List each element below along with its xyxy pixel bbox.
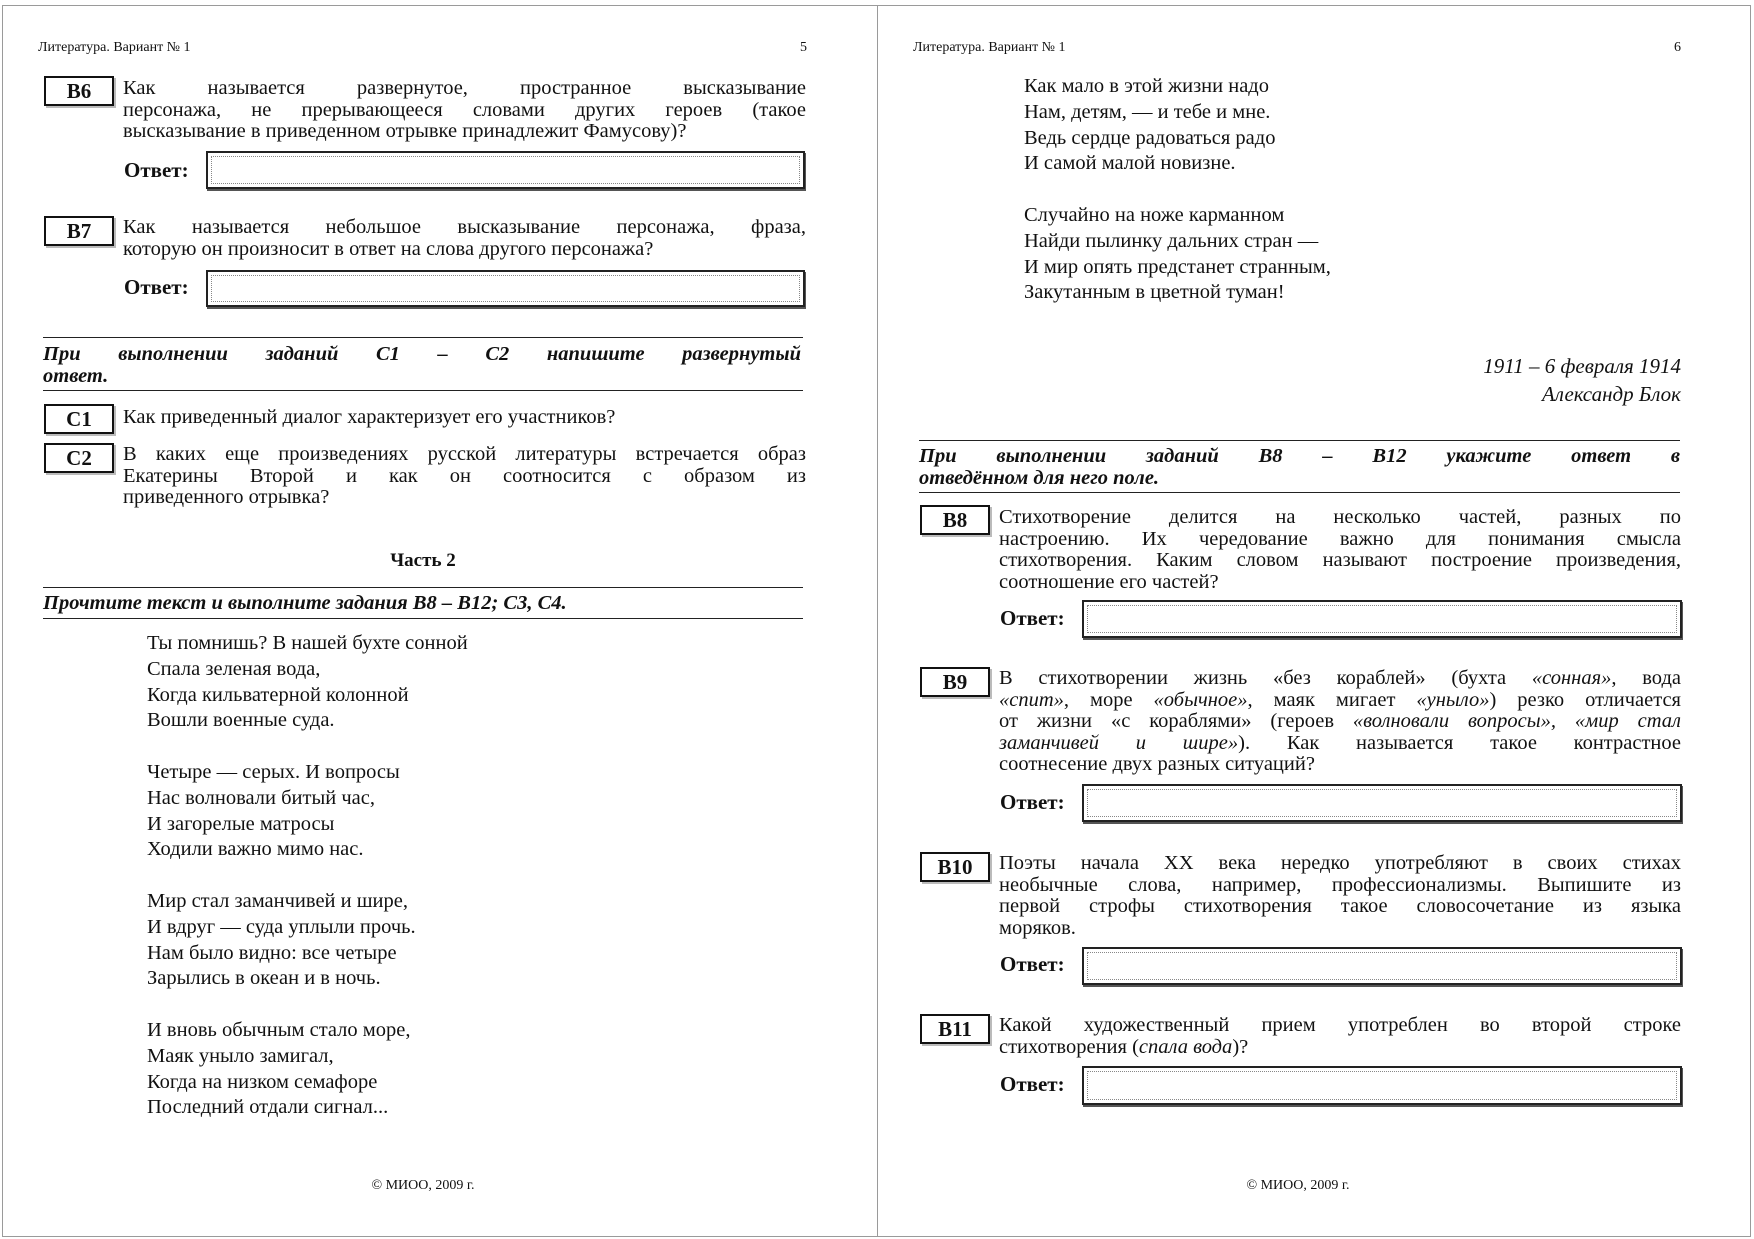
answer-label: Ответ: (1000, 790, 1065, 814)
answer-field-b8[interactable] (1082, 600, 1682, 638)
question-text-b9 (999, 668, 1681, 776)
italic-quote: «уныло» (1416, 688, 1490, 711)
text-line (999, 507, 1681, 529)
page-header: Литература. Вариант № 1 (913, 40, 1066, 55)
text-segment: Как приведенный диалог характеризует его участников? (123, 406, 616, 428)
text-line (123, 466, 806, 488)
poem-line: Ходили важно мимо нас. (147, 838, 364, 861)
answer-label: Ответ: (1000, 606, 1065, 630)
answer-label: Ответ: (1000, 952, 1065, 976)
divider (43, 618, 803, 619)
poem-stanza (147, 760, 468, 863)
text-line (999, 572, 1681, 594)
text-segment: соотнесение двух разных ситуаций? (999, 753, 1315, 775)
poem-date: 1911 – 6 февраля 1914 (1483, 354, 1681, 378)
divider (43, 390, 803, 391)
poem-line: Когда на низком семафоре (147, 1070, 378, 1093)
text-line (999, 896, 1681, 918)
text-segment: моряков. (999, 916, 1076, 939)
text-segment: приведенного отрывка? (123, 486, 330, 508)
text-line (123, 217, 806, 239)
page-number: 6 (1674, 40, 1681, 55)
question-label-c2: C2 (44, 443, 114, 473)
text-line (999, 733, 1681, 755)
answer-label: Ответ: (124, 158, 189, 182)
text-line (123, 239, 806, 261)
poem-line: Случайно на ноже карманном (1024, 203, 1285, 226)
part-title: Часть 2 (390, 550, 456, 571)
poem-line: Нас волновали битый час, (147, 786, 375, 809)
text-line (123, 121, 806, 143)
question-text-c1 (123, 407, 806, 429)
text-line (999, 853, 1681, 875)
text-segment: )? (1232, 1035, 1249, 1058)
text-segment: Поэты начала XX века нередко употребляют в своих стихах (999, 852, 1681, 874)
text-line (999, 690, 1681, 712)
text-segment: Стихотворение делится на несколько частей, разных по (999, 506, 1681, 528)
answer-field-b9[interactable] (1082, 784, 1682, 822)
poem-line: Маяк уныло замигал, (147, 1044, 334, 1067)
instruction-c1-c2 (43, 343, 801, 387)
question-text-b11 (999, 1015, 1681, 1058)
question-label-b10: B10 (920, 852, 990, 882)
instruction-line: При выполнении заданий С1 – С2 напишите развернутый (43, 343, 801, 365)
text-segment: ) резко отличается (1489, 688, 1681, 711)
text-line (999, 668, 1681, 690)
text-segment: , маяк мигает (1247, 688, 1417, 711)
page-header: Литература. Вариант № 1 (38, 40, 191, 55)
poem-stanza (147, 1018, 468, 1121)
answer-field-b11[interactable] (1082, 1066, 1682, 1105)
poem-line: Нам, детям, — и тебе и мне. (1024, 100, 1271, 123)
poem-left (147, 631, 468, 1147)
question-text-b7 (123, 217, 806, 260)
text-line (123, 100, 806, 122)
instruction-part2: Прочтите текст и выполните задания В8 – В12; С3, С4. (43, 592, 567, 614)
poem-line: Четыре — серых. И вопросы (147, 760, 400, 783)
text-segment: от жизни «с кораблями» (героев (999, 710, 1353, 732)
answer-label: Ответ: (1000, 1072, 1065, 1096)
page-footer: © МИОО, 2009 г. (371, 1178, 475, 1193)
question-label-b6: B6 (44, 76, 114, 106)
question-label-c1: C1 (44, 404, 114, 434)
question-text-c2 (123, 444, 806, 509)
text-segment: которую он произносит в ответ на слова другого персонажа? (123, 237, 654, 260)
question-text-b8 (999, 507, 1681, 593)
page-footer: © МИОО, 2009 г. (1246, 1178, 1350, 1193)
poem-line: Вошли военные суда. (147, 709, 335, 732)
poem-line: Мир стал заманчивей и шире, (147, 889, 408, 912)
text-segment: , море (1063, 688, 1154, 711)
text-segment: Какой художественный прием употреблен во второй строке (999, 1014, 1681, 1036)
text-line (999, 918, 1681, 940)
poem-line: И вдруг — суда уплыли прочь. (147, 915, 416, 938)
text-segment: Как называется небольшое высказывание персонажа, фраза, (123, 216, 806, 238)
poem-line: Спала зеленая вода, (147, 657, 321, 680)
divider (43, 587, 803, 588)
text-line (123, 444, 806, 466)
poem-line: Ведь сердце радоваться радо (1024, 126, 1276, 149)
poem-line: Как мало в этой жизни надо (1024, 75, 1269, 97)
poem-line: Когда кильватерной колонной (147, 683, 409, 706)
poem-stanza (147, 631, 468, 734)
text-segment: соотношение его частей? (999, 570, 1219, 593)
poem-stanza (147, 889, 468, 992)
text-segment: Екатерины Второй и как он соотносится с образом из (123, 464, 806, 487)
question-text-b10 (999, 853, 1681, 939)
instruction-line: При выполнении заданий В8 – В12 укажите ответ в (919, 445, 1680, 467)
divider (919, 440, 1680, 441)
text-line (999, 754, 1681, 776)
text-segment: В каких еще произведениях русской литературы встречается образ (123, 443, 806, 465)
poem-line: И вновь обычным стало море, (147, 1018, 411, 1041)
text-segment: ). Как называется такое контрастное (1238, 731, 1681, 754)
instruction-line: отведённом для него поле. (919, 467, 1160, 489)
answer-field-b7[interactable] (206, 270, 805, 307)
question-label-b11: B11 (920, 1014, 990, 1044)
question-label-b9: B9 (920, 667, 990, 697)
text-segment: настроению. Их чередование важно для понимания смысла (999, 527, 1681, 550)
instruction-line: ответ. (43, 365, 109, 387)
italic-quote: спала вода (1138, 1035, 1233, 1058)
text-line (123, 407, 806, 429)
text-segment: В стихотворении жизнь «без кораблей» (бухта (999, 667, 1532, 689)
text-line (999, 1015, 1681, 1037)
question-label-b8: B8 (920, 505, 990, 535)
poem-line: Последний отдали сигнал... (147, 1096, 389, 1119)
question-label-b7: B7 (44, 216, 114, 246)
italic-quote: «обычное» (1153, 688, 1248, 711)
page-number: 5 (800, 40, 807, 55)
question-text-b6 (123, 78, 806, 143)
answer-field-b10[interactable] (1082, 947, 1682, 985)
text-line (999, 711, 1681, 733)
italic-quote: «спит» (999, 688, 1064, 711)
poem-line: Нам было видно: все четыре (147, 941, 397, 964)
poem-line: Зарылись в океан и в ночь. (147, 967, 381, 990)
text-line (999, 529, 1681, 551)
text-line (123, 78, 806, 100)
poem-stanza (1024, 74, 1331, 177)
text-segment: первой строфы стихотворения такое словосочетание из языка (999, 895, 1681, 917)
poem-line: Закутанным в цветной туман! (1024, 281, 1285, 304)
answer-field-b6[interactable] (206, 151, 805, 189)
poem-line: Найди пылинку дальних стран — (1024, 229, 1319, 252)
text-segment: высказывание в приведенном отрывке принадлежит Фамусову)? (123, 120, 687, 142)
text-line (999, 875, 1681, 897)
instruction-b8-b12 (919, 445, 1680, 489)
poem-line: И загорелые матросы (147, 812, 335, 835)
text-line (123, 487, 806, 509)
divider (43, 337, 803, 338)
answer-label: Ответ: (124, 275, 189, 299)
text-segment: , вода (1611, 667, 1681, 689)
text-segment: персонажа, не прерывающееся словами других героев (такое (123, 98, 806, 121)
text-segment: стихотворения ( (999, 1035, 1139, 1058)
poem-line: И самой малой новизне. (1024, 152, 1236, 175)
text-line (999, 550, 1681, 572)
text-segment: стихотворения. Каким словом называют построение произведения, (999, 549, 1681, 571)
poem-author: Александр Блок (1541, 382, 1681, 406)
divider (919, 492, 1680, 493)
poem-line: И мир опять предстанет странным, (1024, 255, 1331, 278)
poem-right (1024, 74, 1331, 332)
poem-line: Ты помнишь? В нашей бухте сонной (147, 632, 468, 654)
text-segment: необычные слова, например, профессионализмы. Выпишите из (999, 873, 1681, 896)
italic-quote: «сонная» (1531, 667, 1612, 689)
text-segment: Как называется развернутое, пространное высказывание (123, 77, 806, 99)
italic-quote: заманчивей и шире» (999, 731, 1239, 754)
italic-quote: «волновали вопросы», «мир стал (1352, 710, 1681, 732)
text-line (999, 1037, 1681, 1059)
poem-stanza (1024, 203, 1331, 306)
